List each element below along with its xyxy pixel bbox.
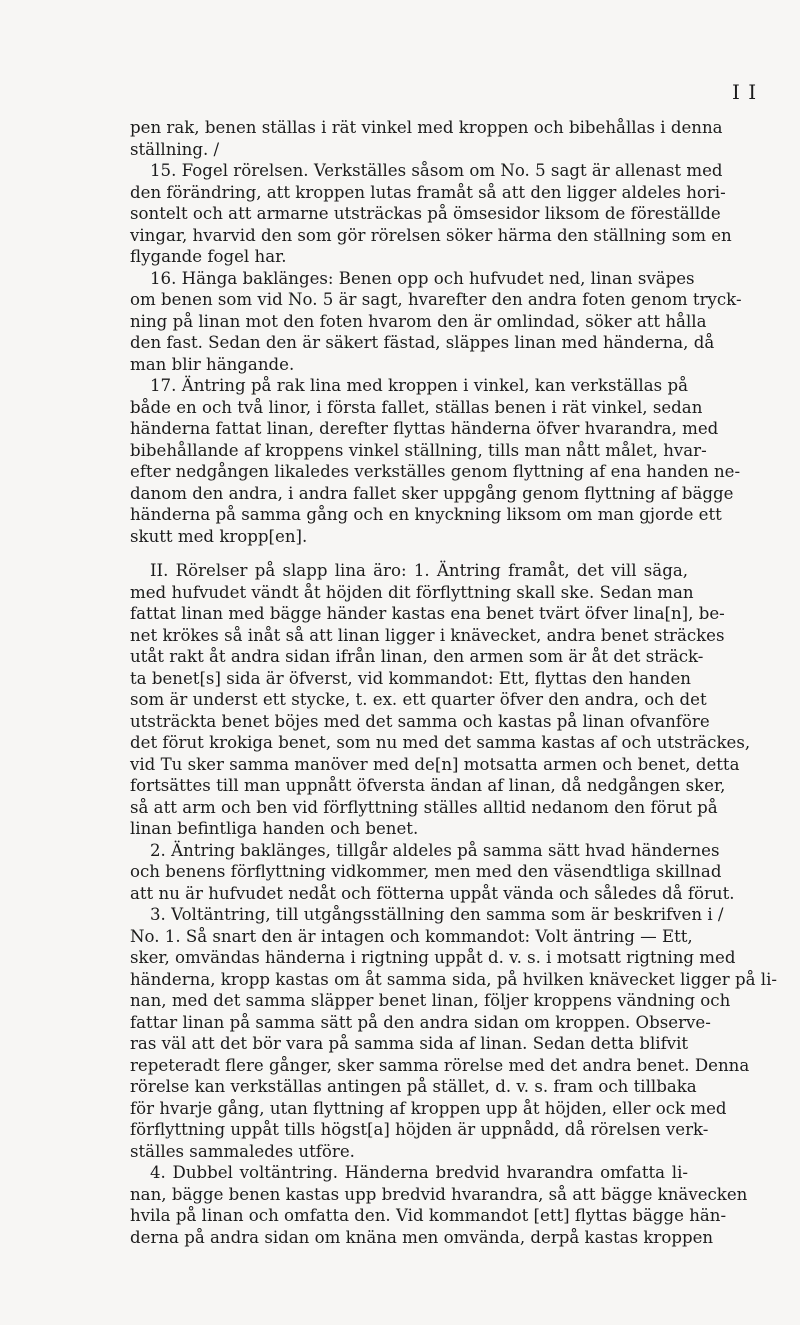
text-line: om benen som vid No. 5 är sagt, hvarefter den andra foten genom tryck- [130, 290, 742, 309]
text-line: händerna, kropp kastas om åt samma sida, på hvilken knävecket ligger på li- [130, 969, 777, 989]
text-line: sker, omvändas händerna i rigtning uppåt d. v. s. i motsatt rigtning med [130, 948, 736, 967]
text-line: 17. Äntring på rak lina med kroppen i vinkel, kan verkställas på [150, 376, 688, 395]
text-line: med hufvudet vändt åt höjden dit förflyttning skall ske. Sedan man [130, 582, 694, 602]
text-line: utåt rakt åt andra sidan ifrån linan, den armen som är åt det sträck- [130, 647, 704, 666]
text-line: ras väl att det bör vara på samma sida af linan. Sedan detta blifvit [130, 1034, 689, 1053]
text-line: hvila på linan och omfatta den. Vid kommandot [ett] flyttas bägge hän- [130, 1206, 727, 1225]
text-line: net krökes så inåt så att linan ligger i knävecket, andra benet sträckes [130, 625, 725, 645]
paragraph [130, 375, 741, 547]
text-line: repeteradt flere gånger, sker samma rörelse med det andra benet. Denna [130, 1055, 750, 1075]
text-line: ta benet[s] sida är öfverst, vid kommandot: Ett, flyttas den handen [130, 668, 691, 688]
text-line: den fast. Sedan den är säkert fästad, släppes linan med händerna, då [130, 333, 715, 352]
text-line: II. Rörelser på slapp lina äro: 1. Äntring framåt, det vill säga, [150, 561, 688, 580]
paragraph [130, 904, 777, 1162]
text-line: sontelt och att armarne utsträckas på ömsesidor liksom de föreställde [130, 204, 721, 223]
text-line: pen rak, benen ställas i rät vinkel med kroppen och bibehållas i denna [130, 118, 723, 137]
text-line: händerna fattat linan, derefter flyttas händerna öfver hvarandra, med [130, 419, 719, 438]
text-line: händerna på samma gång och en knyckning liksom om man gjorde ett [130, 505, 722, 524]
paragraph [130, 840, 735, 905]
text-line: så att arm och ben vid förflyttning ställes alltid nedanom den förut på [130, 797, 718, 817]
text-line: efter nedgången likaledes verkställes genom flyttning af ena handen ne- [130, 462, 741, 481]
text-line: fortsättes till man uppnått öfversta ändan af linan, då nedgången sker, [130, 776, 726, 795]
text-line: vid Tu sker samma manöver med de[n] motsatta armen och benet, detta [130, 754, 740, 774]
text-line: den förändring, att kroppen lutas framåt så att den ligger aldeles hori- [130, 182, 726, 202]
section-gap [130, 547, 688, 560]
text-line: för hvarje gång, utan flyttning af kroppen upp åt höjden, eller ock med [130, 1098, 727, 1118]
text-line: ning på linan mot den foten hvarom den är omlindad, söker att hålla [130, 311, 707, 331]
paragraph [130, 160, 732, 268]
text-line: vingar, hvarvid den som gör rörelsen söker härma den ställning som en [130, 225, 732, 245]
text-line: som är underst ett stycke, t. ex. ett quarter öfver den andra, och det [130, 690, 707, 709]
text-line: förflyttning uppåt tills högst[a] höjden är uppnådd, då rörelsen verk- [130, 1120, 709, 1139]
text-line: utsträckta benet böjes med det samma och kastas på linan ofvanföre [130, 711, 710, 731]
text-line: bibehållande af kroppens vinkel ställning, tills man nått målet, hvar- [130, 440, 707, 460]
text-line: skutt med kropp[en]. [130, 526, 308, 546]
text-line: rörelse kan verkställas antingen på stället, d. v. s. fram och tillbaka [130, 1077, 697, 1096]
text-line: flygande fogel har. [130, 247, 287, 266]
text-line: både en och två linor, i första fallet, ställas benen i rät vinkel, sedan [130, 397, 703, 417]
text-line: derna på andra sidan om knäna men omvända, derpå kastas kroppen [130, 1227, 714, 1247]
text-line: No. 1. Så snart den är intagen och kommandot: Volt äntring — Ett, [130, 926, 693, 946]
text-line: och benens förflyttning vidkommer, men med den väsendtliga skillnad [130, 862, 722, 881]
text-line: det förut krokiga benet, som nu med det samma kastas af och utsträckes, [130, 733, 751, 752]
text-line: fattat linan med bägge händer kastas ena benet tvärt öfver lina[n], be- [130, 604, 725, 623]
text-line: linan befintliga handen och benet. [130, 819, 419, 838]
paragraph [130, 117, 723, 160]
text-line: man blir hängande. [130, 354, 295, 374]
text-line: nan, med det samma släpper benet linan, följer kroppens vändning och [130, 991, 731, 1010]
page-number: I I [732, 80, 758, 104]
text-line: danom den andra, i andra fallet sker uppgång genom flyttning af bägge [130, 483, 734, 503]
text-line: 2. Äntring baklänges, tillgår aldeles på samma sätt hvad händernes [150, 840, 720, 860]
paragraph [130, 268, 742, 376]
document-body [130, 117, 777, 1248]
text-line: 3. Voltäntring, till utgångsställning den samma som är beskrifven i / [150, 905, 724, 924]
text-line: nan, bägge benen kastas upp bredvid hvarandra, så att bägge knävecken [130, 1184, 748, 1204]
text-line: att nu är hufvudet nedåt och fötterna uppåt vända och således då förut. [130, 883, 735, 903]
paragraph [130, 1162, 748, 1248]
paragraph [130, 560, 751, 840]
text-line: 16. Hänga baklänges: Benen opp och hufvudet ned, linan sväpes [150, 268, 695, 288]
text-line: fattar linan på samma sätt på den andra sidan om kroppen. Observe- [130, 1012, 711, 1032]
text-line: 15. Fogel rörelsen. Verkställes såsom om No. 5 sagt är allenast med [150, 161, 723, 180]
text-line: ställes sammaledes utföre. [130, 1141, 355, 1161]
text-line: ställning. / [130, 139, 220, 159]
text-line: 4. Dubbel voltäntring. Händerna bredvid hvarandra omfatta li- [150, 1163, 688, 1182]
